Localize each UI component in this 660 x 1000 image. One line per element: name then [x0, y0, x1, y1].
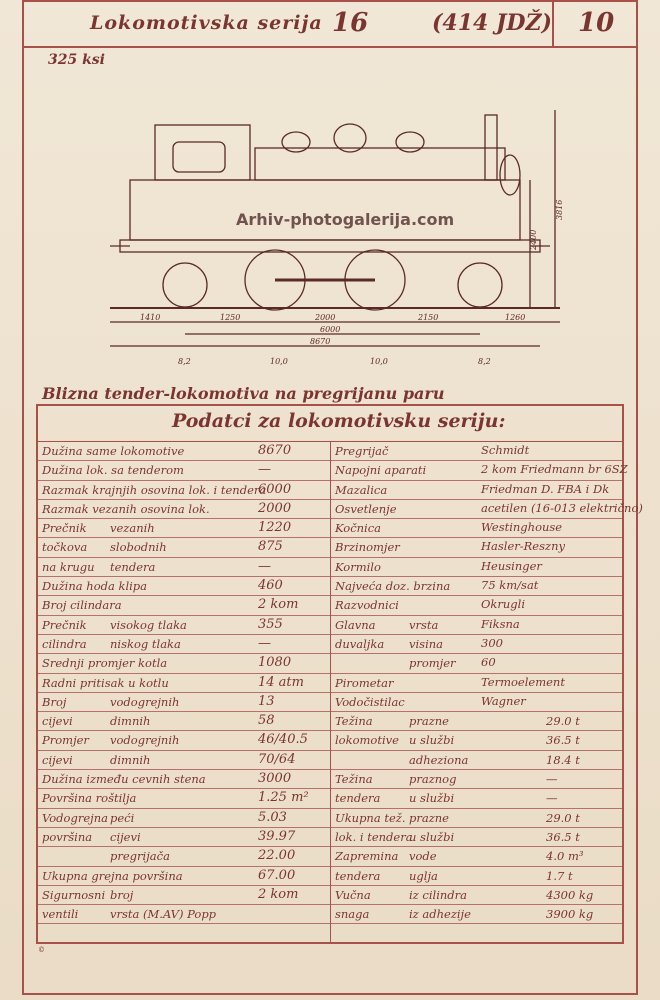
right-row — [331, 712, 622, 731]
left-label: Sigurnosni — [42, 887, 106, 902]
dim-label-2400: 2400 — [529, 229, 538, 250]
right-value: Termoelement — [481, 674, 565, 689]
left-row — [38, 654, 330, 673]
boiler — [255, 148, 505, 180]
left-label: Radni pritisak u kotlu — [42, 675, 169, 690]
left-row — [38, 751, 330, 770]
left-value: 14 atm — [258, 674, 304, 690]
right-label: tendera — [335, 791, 381, 806]
left-column — [38, 442, 330, 924]
right-sublabel: adheziona — [409, 752, 469, 767]
left-row — [38, 886, 330, 905]
right-label: Pregrijač — [335, 444, 389, 458]
right-row — [331, 886, 622, 905]
right-label: Osvetlenje — [335, 501, 397, 516]
right-label: duvaljka — [335, 636, 385, 651]
dim-label-3816: 3816 — [555, 199, 564, 220]
right-row — [331, 674, 622, 693]
left-sublabel: peći — [110, 810, 135, 825]
dim-label: 2000 — [315, 313, 336, 322]
left-label: Dužina između cevnih stena — [42, 772, 206, 787]
right-row — [331, 442, 622, 461]
left-sublabel: slobodnih — [110, 540, 167, 555]
left-label: na krugu — [42, 559, 95, 574]
right-column — [330, 442, 643, 944]
series-code: (414 JDŽ) — [432, 10, 552, 36]
right-sublabel: iz adhezije — [409, 907, 471, 922]
dome-1 — [282, 132, 310, 152]
right-sublabel: vrsta — [409, 617, 439, 632]
right-row — [331, 500, 643, 519]
table-header — [38, 406, 622, 442]
left-label: cilindra — [42, 636, 87, 651]
right-sublabel: visina — [409, 636, 444, 651]
right-label: Glavna — [335, 617, 376, 632]
left-value: 6000 — [258, 481, 292, 497]
dim-label: 1410 — [140, 313, 161, 322]
axle-load: 10,0 — [370, 357, 388, 366]
right-sublabel: uglja — [409, 868, 438, 883]
dim-label: 1250 — [220, 313, 241, 322]
left-label: Dužina lok. sa tenderom — [42, 463, 184, 478]
left-sublabel: dimnih — [110, 752, 151, 767]
right-label: Težina — [335, 714, 373, 729]
right-label: Vodočistilac — [335, 694, 405, 709]
left-row — [38, 828, 330, 847]
right-value: acetilen (16-013 električno) — [481, 500, 643, 515]
left-row — [38, 461, 330, 480]
right-row — [331, 751, 622, 770]
right-value: Fiksna — [481, 616, 520, 631]
right-row — [331, 693, 622, 712]
left-label: površina — [42, 829, 93, 844]
left-row — [38, 731, 330, 750]
right-sublabel: vode — [409, 849, 437, 864]
right-row — [331, 481, 622, 500]
left-value: 1080 — [258, 655, 292, 671]
left-label: Razmak vezanih osovina lok. — [42, 501, 210, 516]
right-row — [331, 635, 622, 654]
right-sublabel: u službi — [409, 829, 455, 844]
right-value: Westinghouse — [481, 520, 563, 535]
left-value: 2000 — [258, 500, 292, 516]
left-row — [38, 770, 330, 789]
left-value: 13 — [258, 693, 275, 709]
right-row — [331, 809, 622, 828]
right-value: 2 kom Friedmann br 6SZ — [481, 462, 628, 477]
left-label: Prečnik — [42, 521, 87, 536]
axle-load: 8,2 — [178, 357, 191, 366]
wheel-1 — [163, 263, 207, 307]
right-label: snaga — [335, 907, 370, 922]
smokebox-door — [500, 155, 520, 195]
left-row — [38, 538, 330, 557]
page-title: Lokomotivska serija — [90, 12, 323, 34]
left-value: 70/64 — [258, 751, 296, 767]
right-value: Schmidt — [481, 443, 530, 457]
right-sublabel: praznog — [409, 772, 457, 787]
left-value: — — [258, 462, 271, 478]
frame — [120, 240, 540, 252]
right-label: tendera — [335, 868, 381, 883]
left-sublabel: vodogrejnih — [110, 733, 180, 748]
left-value: 1220 — [258, 520, 292, 536]
right-value: 1.7 t — [546, 868, 573, 883]
left-row — [38, 481, 330, 500]
right-label: lok. i tendera — [335, 829, 413, 844]
watermark: Arhiv-photogalerija.com — [236, 210, 455, 229]
left-label: Vodogrejna — [42, 810, 108, 825]
left-label: Dužina same lokomotive — [42, 444, 185, 458]
right-label: Pirometar — [335, 675, 394, 690]
right-value: 4.0 m³ — [546, 849, 584, 864]
table-title: Podatci za lokomotivsku seriju: — [172, 410, 506, 432]
right-sublabel: u službi — [409, 733, 455, 748]
dim-label-8670: 8670 — [310, 337, 331, 346]
left-row — [38, 519, 330, 538]
left-label: Dužina hoda klipa — [42, 579, 148, 594]
left-row — [38, 809, 330, 828]
right-value: 4300 kg — [546, 887, 594, 902]
axle-load: 10,0 — [270, 357, 288, 366]
right-value: Friedman D. FBA i Dk — [481, 481, 610, 496]
right-sublabel: prazne — [409, 810, 449, 825]
right-row — [331, 905, 622, 924]
left-row — [38, 635, 330, 654]
right-value: Hasler-Reszny — [481, 539, 565, 554]
left-label: Broj — [42, 694, 67, 709]
right-row — [331, 519, 622, 538]
left-row — [38, 577, 330, 596]
dim-label-6000: 6000 — [320, 325, 341, 334]
right-label: Brzinomjer — [335, 540, 400, 555]
right-row — [331, 654, 622, 673]
cab-window — [173, 142, 225, 172]
right-value: 36.5 t — [546, 829, 580, 844]
right-sublabel: promjer — [409, 656, 456, 671]
right-sublabel: prazne — [409, 714, 449, 729]
dim-label: 2150 — [418, 313, 439, 322]
left-row — [38, 500, 330, 519]
left-value: 1.25 m² — [258, 790, 309, 806]
left-row — [38, 558, 330, 577]
left-value: 3000 — [258, 771, 292, 787]
right-label: Kočnica — [335, 521, 382, 536]
left-label: cijevi — [42, 752, 73, 767]
left-value: 8670 — [258, 443, 292, 458]
dome-3 — [396, 132, 424, 152]
right-label: Najveća doz. brzina — [335, 579, 451, 594]
left-label: točkova — [42, 540, 88, 555]
left-label: Prečnik — [42, 617, 87, 632]
right-sublabel: u službi — [409, 791, 455, 806]
left-sublabel: vezanih — [110, 521, 155, 536]
right-row — [331, 461, 628, 480]
left-sublabel: pregrijača — [110, 849, 170, 864]
left-value: 5.03 — [258, 809, 287, 825]
right-label: Težina — [335, 772, 373, 787]
right-row — [331, 538, 622, 557]
right-label: Mazalica — [335, 482, 388, 497]
left-row — [38, 674, 330, 693]
left-row — [38, 867, 330, 886]
right-value: 29.0 t — [546, 810, 580, 825]
left-value: 2 kom — [258, 597, 299, 613]
left-value: 22.00 — [258, 848, 296, 864]
left-sublabel: niskog tlaka — [110, 636, 181, 651]
left-row — [38, 596, 330, 615]
left-label: Razmak krajnjih osovina lok. i tendera — [42, 482, 267, 497]
header-divider — [552, 0, 554, 48]
right-row — [331, 596, 622, 615]
right-value: 3900 kg — [546, 907, 594, 922]
left-value: — — [258, 558, 271, 574]
subcode: 325 ksi — [48, 52, 105, 68]
header-bar — [22, 0, 638, 48]
right-value: — — [546, 791, 558, 806]
locomotive-drawing — [100, 90, 580, 370]
right-row — [331, 847, 622, 866]
right-value: Wagner — [481, 693, 526, 708]
right-row — [331, 731, 622, 750]
left-value: 875 — [258, 539, 283, 555]
left-row — [38, 905, 330, 924]
left-row — [38, 789, 330, 808]
left-value: 460 — [258, 578, 283, 594]
left-value: 67.00 — [258, 867, 296, 883]
right-row — [331, 577, 622, 596]
right-row — [331, 558, 622, 577]
right-value: 29.0 t — [546, 714, 580, 729]
right-label: Razvodnici — [335, 598, 399, 613]
right-label: Napojni aparati — [335, 463, 427, 478]
left-label: ventili — [42, 907, 79, 922]
right-row — [331, 770, 622, 789]
left-sublabel: cijevi — [110, 829, 141, 844]
left-sublabel: vodogrejnih — [110, 694, 180, 709]
left-label: Srednji promjer kotla — [42, 656, 168, 671]
left-row — [38, 847, 330, 866]
right-row — [331, 616, 622, 635]
left-value: 46/40.5 — [258, 732, 308, 748]
right-label: Kormilo — [335, 559, 381, 574]
right-label: lokomotive — [335, 733, 399, 748]
data-table — [36, 404, 643, 944]
right-value: 36.5 t — [546, 733, 580, 748]
subtitle: Blizna tender-lokomotiva na pregrijanu paru — [42, 384, 445, 403]
left-label: Promjer — [42, 733, 89, 748]
right-value: Okrugli — [481, 597, 526, 612]
footer-mark: © — [38, 946, 45, 954]
right-value: 60 — [481, 655, 496, 670]
wheel-4 — [458, 263, 502, 307]
left-sublabel: vrsta (M.AV) Popp — [110, 907, 217, 922]
left-sublabel: visokog tlaka — [110, 617, 187, 632]
left-label: Ukupna grejna površina — [42, 868, 183, 883]
left-row — [38, 616, 330, 635]
page-number: 10 — [578, 8, 615, 38]
left-value: 355 — [258, 616, 283, 632]
left-value: 39.97 — [258, 828, 296, 844]
axle-load: 8,2 — [478, 357, 491, 366]
right-row — [331, 789, 622, 808]
left-sublabel: broj — [110, 887, 134, 902]
left-value: — — [258, 635, 271, 651]
right-value: — — [546, 772, 558, 787]
left-label: cijevi — [42, 714, 73, 729]
left-value: 2 kom — [258, 886, 299, 902]
left-sublabel: tendera — [110, 559, 156, 574]
left-label: Broj cilindara — [42, 598, 122, 613]
dim-label: 1260 — [505, 313, 526, 322]
right-row — [331, 867, 622, 886]
right-label: Zapremina — [335, 849, 399, 864]
left-row — [38, 693, 330, 712]
left-sublabel: dimnih — [110, 714, 151, 729]
series-number: 16 — [332, 8, 369, 38]
left-value: 58 — [258, 713, 275, 729]
right-label: Vučna — [335, 887, 371, 902]
right-row — [331, 828, 622, 847]
left-row — [38, 712, 330, 731]
right-value: Heusinger — [481, 558, 542, 573]
left-row — [38, 442, 330, 461]
right-value: 300 — [481, 635, 503, 650]
left-label: Površina roštilja — [42, 791, 137, 806]
right-sublabel: iz cilindra — [409, 887, 467, 902]
right-value: 18.4 t — [546, 752, 580, 767]
right-value: 75 km/sat — [481, 578, 539, 593]
right-label: Ukupna tež. — [335, 810, 406, 825]
